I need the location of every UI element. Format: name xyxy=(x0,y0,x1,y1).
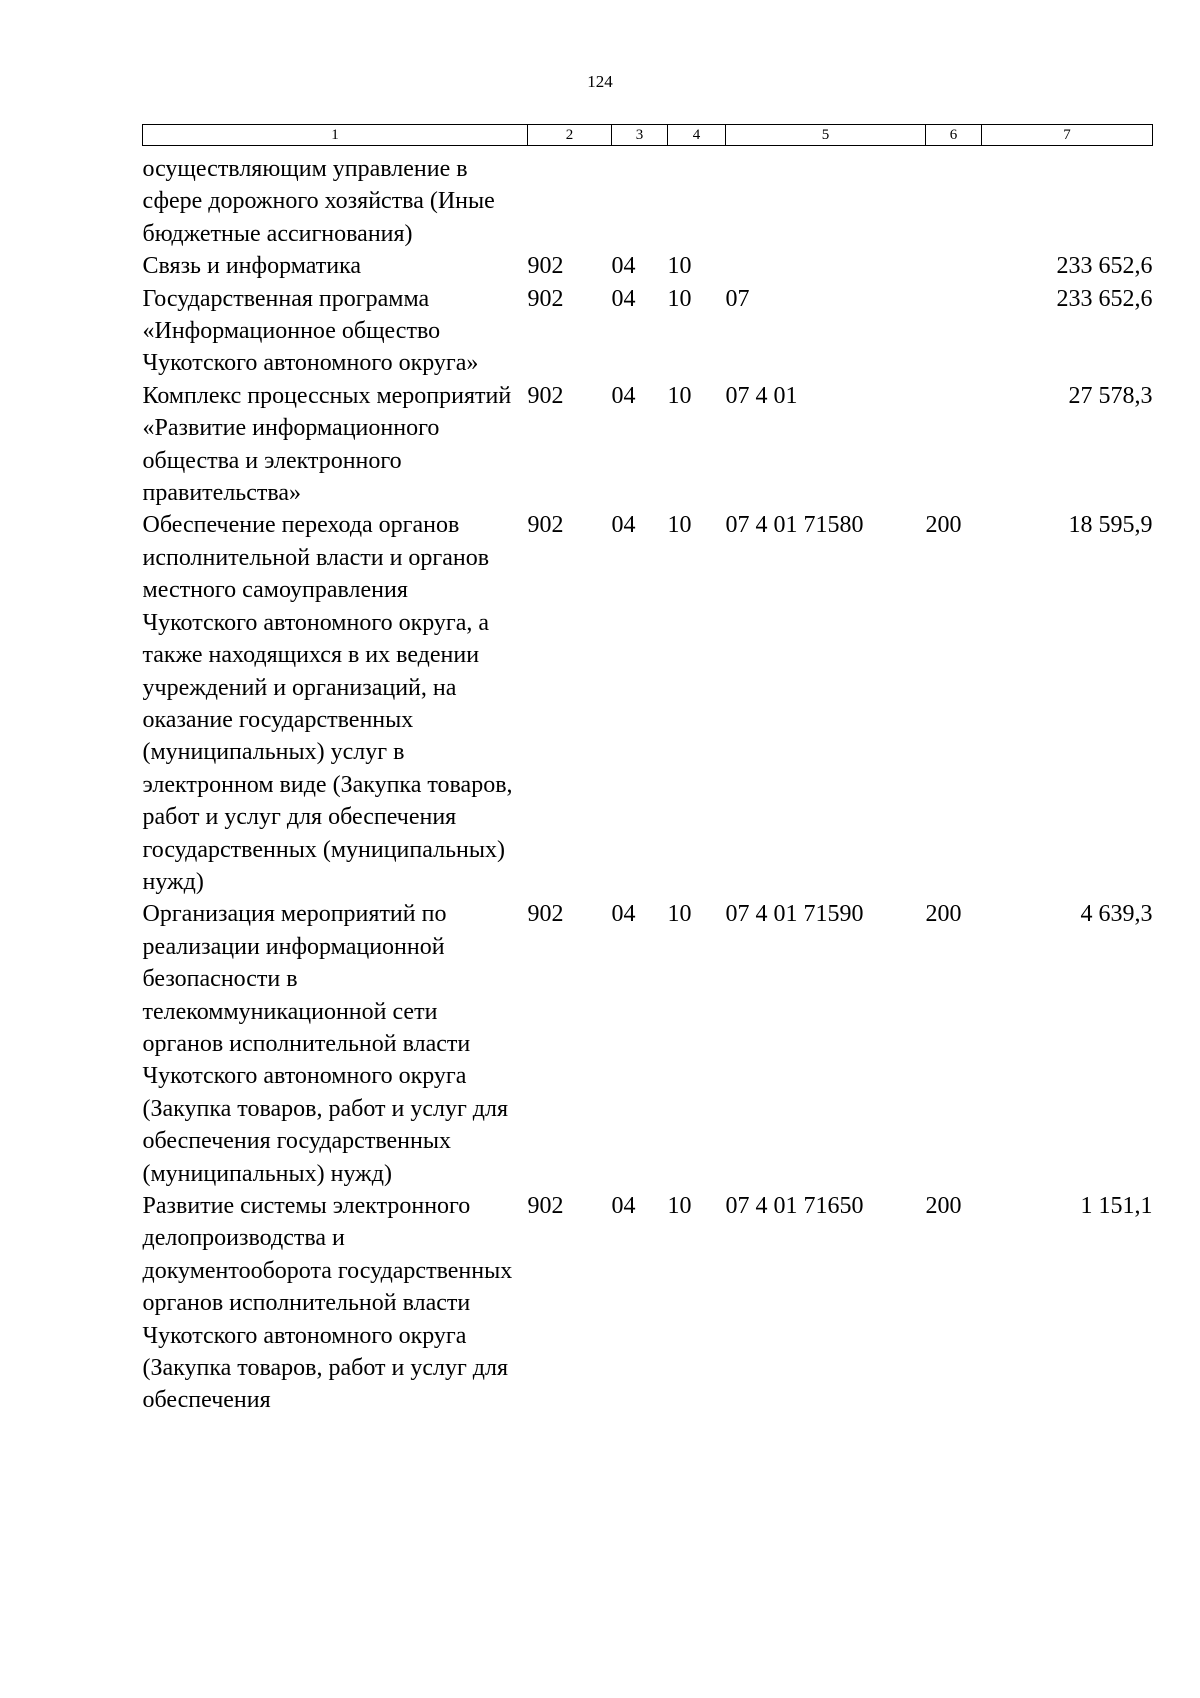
row-pr: 10 xyxy=(667,901,692,928)
row-ved: 902 xyxy=(527,253,564,280)
row-sum: 18 595,9 xyxy=(1068,512,1153,539)
table-row xyxy=(143,898,1153,1190)
column-header-4: 4 xyxy=(668,125,726,146)
column-header-5: 5 xyxy=(726,125,926,146)
column-header-3: 3 xyxy=(612,125,668,146)
row-ved: 902 xyxy=(527,382,564,409)
column-header-7: 7 xyxy=(982,125,1153,146)
row-name: Обеспечение перехода органов исполнительной власти и органов местного самоуправления Чукотского автономного округа, а также находящихся в их ведении учреждений и организаций, на оказание государственных (муниципальных) услуг в электронном виде (Закупка товаров, работ и услуг для обеспечения государственных (муниципальных) нужд) xyxy=(142,512,513,895)
row-pr: 10 xyxy=(667,382,692,409)
row-name: осуществляющим управление в сфере дорожного хозяйства (Иные бюджетные ассигнования) xyxy=(142,156,495,247)
row-sum: 233 652,6 xyxy=(1056,285,1153,312)
row-vr xyxy=(926,250,982,282)
table-row xyxy=(143,250,1153,282)
row-name: Комплекс процессных мероприятий «Развитие информационного общества и электронного правительства» xyxy=(142,382,512,507)
column-number-header-row xyxy=(143,125,1153,146)
row-vr xyxy=(926,146,982,251)
table-row xyxy=(143,1190,1153,1417)
row-csr: 07 4 01 71650 xyxy=(725,1193,864,1219)
row-vr: 200 xyxy=(925,512,962,539)
page-number: 124 xyxy=(587,72,613,91)
column-header-1: 1 xyxy=(143,125,528,146)
row-sum: 1 151,1 xyxy=(1080,1193,1153,1219)
row-rz: 04 xyxy=(611,382,636,409)
row-name: Государственная программа «Информационное общество Чукотского автономного округа» xyxy=(142,285,479,377)
table-row xyxy=(143,146,1153,251)
row-vr: 200 xyxy=(925,1193,962,1219)
row-rz xyxy=(612,146,668,251)
row-sum: 27 578,3 xyxy=(1068,382,1153,409)
row-rz: 04 xyxy=(611,253,636,280)
row-pr xyxy=(668,146,726,251)
row-ved: 902 xyxy=(527,901,564,928)
row-pr: 10 xyxy=(667,512,692,539)
row-csr xyxy=(726,250,926,282)
row-vr xyxy=(926,283,982,380)
row-pr: 10 xyxy=(667,285,692,312)
column-header-6: 6 xyxy=(926,125,982,146)
row-vr xyxy=(926,380,982,510)
row-pr: 10 xyxy=(667,1193,692,1219)
row-sum xyxy=(982,146,1153,251)
row-ved xyxy=(528,146,612,251)
row-ved: 902 xyxy=(527,285,564,312)
row-csr: 07 4 01 71590 xyxy=(725,901,864,928)
row-name: Связь и информатика xyxy=(142,253,362,280)
row-rz: 04 xyxy=(611,512,636,539)
row-ved: 902 xyxy=(527,1193,564,1219)
row-sum: 233 652,6 xyxy=(1056,253,1153,280)
row-csr: 07 xyxy=(725,285,750,312)
row-rz: 04 xyxy=(611,1193,636,1219)
row-rz: 04 xyxy=(611,901,636,928)
table-row xyxy=(143,283,1153,380)
table-row xyxy=(143,509,1153,898)
row-rz: 04 xyxy=(611,285,636,312)
row-name: Организация мероприятий по реализации информационной безопасности в телекоммуникационной сети органов исполнительной власти Чукотского автономного округа (Закупка товаров, работ и услуг для обеспечения государственных (муниципальных) нужд) xyxy=(142,901,509,1187)
row-sum: 4 639,3 xyxy=(1080,901,1153,928)
budget-table xyxy=(142,124,1153,1417)
row-vr: 200 xyxy=(925,901,962,928)
row-pr: 10 xyxy=(667,253,692,280)
table-row xyxy=(143,380,1153,510)
row-csr: 07 4 01 71580 xyxy=(725,512,864,539)
row-csr xyxy=(726,146,926,251)
row-csr: 07 4 01 xyxy=(725,382,798,409)
column-header-2: 2 xyxy=(528,125,612,146)
row-ved: 902 xyxy=(527,512,564,539)
row-name: Развитие системы электронного делопроизводства и документооборота государственных органов исполнительной власти Чукотского автономного округа (Закупка товаров, работ и услуг для обеспечения xyxy=(142,1193,513,1414)
